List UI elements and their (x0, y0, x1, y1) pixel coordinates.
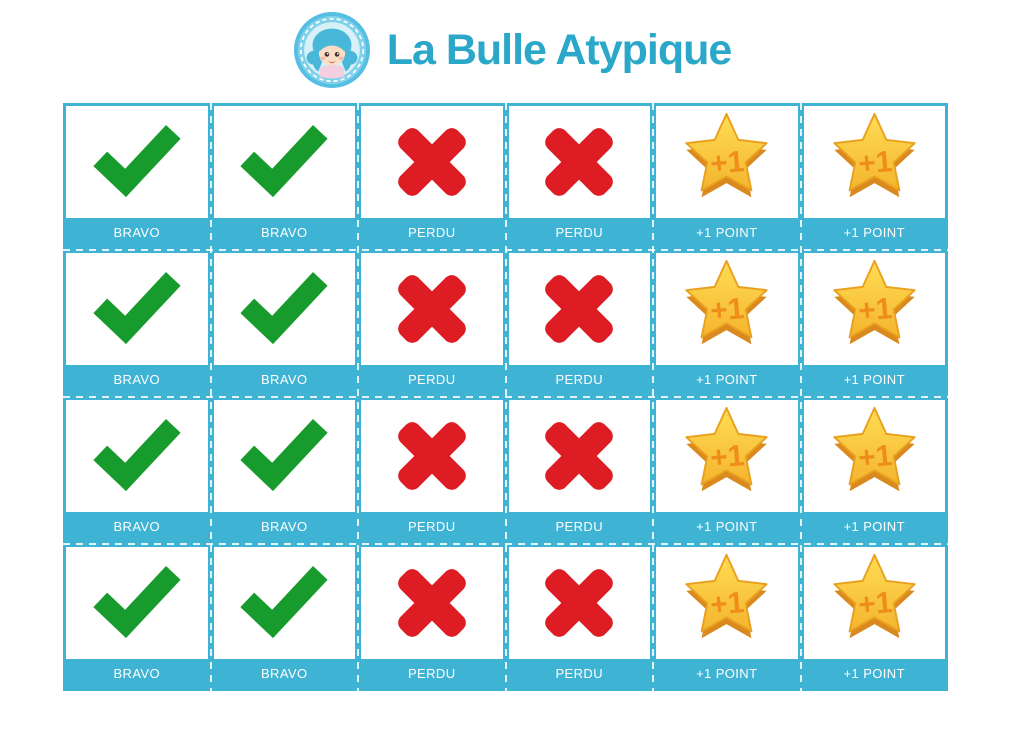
card-label: PERDU (509, 365, 651, 394)
cross-icon (536, 560, 622, 646)
card-icon-area (509, 106, 651, 218)
card--1-point (801, 397, 949, 544)
card-label: +1 POINT (804, 365, 946, 394)
card-label: +1 POINT (656, 218, 798, 247)
card-bravo (211, 544, 359, 691)
card-label: BRAVO (214, 512, 356, 541)
card-perdu (358, 250, 506, 397)
card-perdu (358, 103, 506, 250)
card-label: BRAVO (214, 218, 356, 247)
star-badge-text: +1 (709, 292, 746, 328)
card-label: BRAVO (66, 659, 208, 688)
card-label: PERDU (509, 512, 651, 541)
card--1-point (653, 397, 801, 544)
card-bravo (63, 103, 211, 250)
card-bravo (211, 103, 359, 250)
card-label: BRAVO (66, 365, 208, 394)
card--1-point (653, 544, 801, 691)
card-label: PERDU (361, 659, 503, 688)
card-label: PERDU (509, 659, 651, 688)
card-label: PERDU (509, 218, 651, 247)
card-label: PERDU (361, 512, 503, 541)
card-label: BRAVO (66, 512, 208, 541)
card-icon-area (214, 400, 356, 512)
check-icon (89, 270, 185, 348)
card-icon-area (509, 547, 651, 659)
check-icon (89, 564, 185, 642)
cross-icon (389, 413, 475, 499)
card-icon-area (804, 106, 946, 218)
card--1-point (801, 250, 949, 397)
card-bravo (63, 544, 211, 691)
star-plus-one-icon (826, 406, 923, 506)
star-badge-text: +1 (709, 145, 746, 181)
check-icon (89, 123, 185, 201)
card-icon-area (656, 400, 798, 512)
check-icon (236, 123, 332, 201)
check-icon (236, 270, 332, 348)
card-icon-area (214, 547, 356, 659)
cross-icon (389, 119, 475, 205)
card-icon-area (804, 253, 946, 365)
star-plus-one-icon (826, 259, 923, 359)
card-label: BRAVO (66, 218, 208, 247)
card-icon-area (656, 547, 798, 659)
card-icon-area (66, 106, 208, 218)
card-icon-area (361, 400, 503, 512)
card-bravo (63, 250, 211, 397)
card-perdu (506, 250, 654, 397)
cross-icon (389, 560, 475, 646)
card-icon-area (656, 253, 798, 365)
card-label: +1 POINT (656, 512, 798, 541)
star-plus-one-icon (678, 553, 775, 653)
cross-icon (536, 119, 622, 205)
header (0, 4, 1024, 96)
card--1-point (801, 544, 949, 691)
star-badge-text: +1 (856, 439, 894, 475)
card-label: PERDU (361, 218, 503, 247)
card-icon-area (509, 400, 651, 512)
star-badge-text: +1 (856, 586, 894, 622)
star-badge-text: +1 (856, 292, 894, 328)
card-bravo (211, 250, 359, 397)
cards-grid (63, 103, 948, 691)
card-icon-area (214, 253, 356, 365)
check-icon (236, 564, 332, 642)
card-perdu (358, 544, 506, 691)
card-label: BRAVO (214, 365, 356, 394)
card-perdu (506, 397, 654, 544)
card--1-point (653, 250, 801, 397)
card-label: +1 POINT (804, 218, 946, 247)
star-badge-text: +1 (709, 439, 746, 475)
card-label: PERDU (361, 365, 503, 394)
star-plus-one-icon (678, 259, 775, 359)
card-bravo (63, 397, 211, 544)
card-perdu (506, 103, 654, 250)
card-icon-area (66, 547, 208, 659)
card-icon-area (656, 106, 798, 218)
star-badge-text: +1 (709, 586, 746, 622)
card-icon-area (66, 253, 208, 365)
card-icon-area (804, 400, 946, 512)
check-icon (236, 417, 332, 495)
cross-icon (536, 266, 622, 352)
card--1-point (653, 103, 801, 250)
star-badge-text: +1 (856, 145, 894, 181)
card-icon-area (66, 400, 208, 512)
star-plus-one-icon (678, 112, 775, 212)
card-perdu (358, 397, 506, 544)
card-icon-area (214, 106, 356, 218)
card-bravo (211, 397, 359, 544)
la-bulle-atypique-mascot-logo (293, 11, 371, 89)
card-icon-area (361, 253, 503, 365)
card--1-point (801, 103, 949, 250)
card-label: +1 POINT (656, 659, 798, 688)
card-label: +1 POINT (656, 365, 798, 394)
card-label: +1 POINT (804, 659, 946, 688)
card-icon-area (509, 253, 651, 365)
card-label: BRAVO (214, 659, 356, 688)
star-plus-one-icon (678, 406, 775, 506)
star-plus-one-icon (826, 553, 923, 653)
page-title: La Bulle Atypique (386, 25, 732, 74)
cross-icon (536, 413, 622, 499)
card-icon-area (361, 547, 503, 659)
star-plus-one-icon (826, 112, 923, 212)
cross-icon (389, 266, 475, 352)
card-perdu (506, 544, 654, 691)
card-icon-area (361, 106, 503, 218)
check-icon (89, 417, 185, 495)
card-label: +1 POINT (804, 512, 946, 541)
card-icon-area (804, 547, 946, 659)
grid-area (63, 103, 948, 691)
